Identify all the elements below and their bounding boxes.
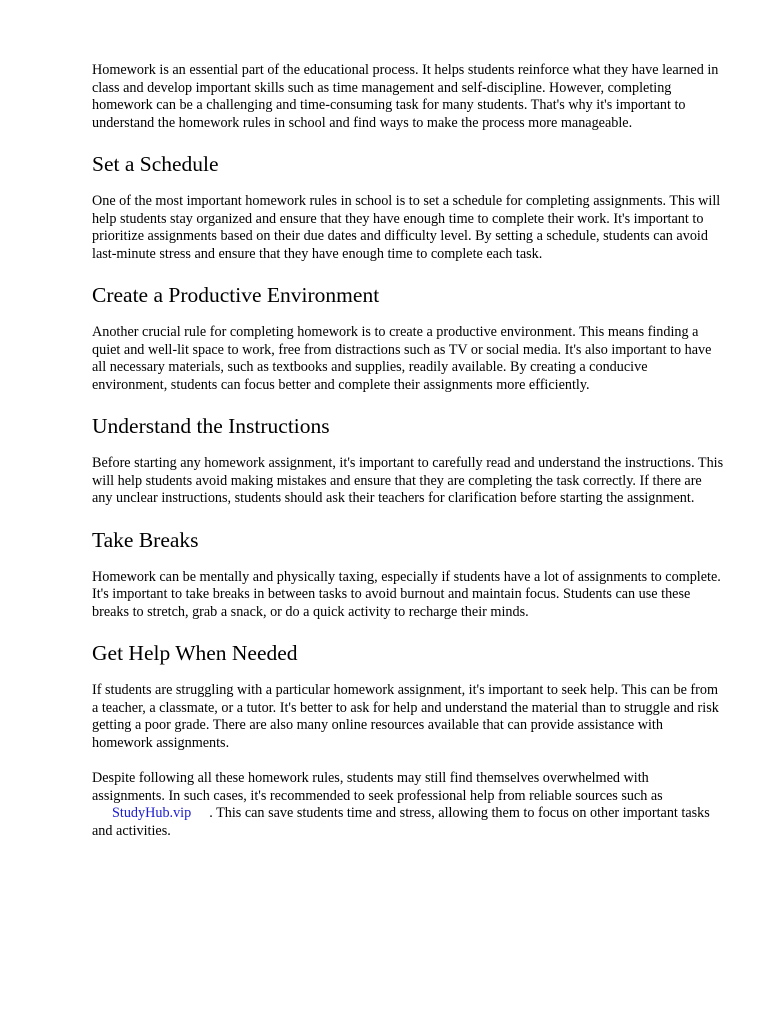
section-heading: Set a Schedule	[92, 152, 219, 176]
intro-paragraph: Homework is an essential part of the educational process. It helps students reinforce what they have learned in class and develop important skills such as time management and self-discipline. However, completing homework can be a challenging and time-consuming task for many students. That's why it's important to understand the homework rules in school and find ways to make the process more manageable.	[92, 62, 719, 131]
studyhub-link[interactable]: StudyHub.vip	[112, 805, 192, 821]
section-paragraph: One of the most important homework rules in school is to set a schedule for completing assignments. This will help students stay organized and ensure that they have enough time to complete their work. It's important to prioritize assignments based on their due dates and difficulty level. By setting a schedule, students can avoid last-minute stress and ensure that they have enough time to complete each task.	[92, 193, 721, 262]
section-paragraph: If students are struggling with a particular homework assignment, it's important to seek help. This can be from a teacher, a classmate, or a tutor. It's better to ask for help and understand the material than to struggle and risk getting a poor grade. There are also many online resources available that can provide assistance with homework assignments.	[92, 682, 719, 751]
closing-paragraph	[92, 770, 724, 840]
section-heading: Take Breaks	[92, 527, 199, 552]
closing-text-before-link: Despite following all these homework rules, students may still find themselves overwhelmed with assignments. In such cases, it's recommended to seek professional help from reliable sources such as	[92, 770, 663, 804]
closing-text-after-link: . This can save students time and stress, allowing them to focus on other important tasks and activities.	[92, 805, 710, 839]
section-understand-the-instructions	[92, 413, 724, 508]
section-paragraph: Before starting any homework assignment, it's important to carefully read and understand the instructions. This will help students avoid making mistakes and ensure that they are completing the task correctly. If there are any unclear instructions, students should ask their teachers for clarification before starting the assignment.	[92, 455, 724, 506]
document-page	[92, 62, 724, 840]
section-take-breaks	[92, 527, 724, 622]
section-heading: Create a Productive Environment	[92, 283, 380, 307]
section-paragraph: Another crucial rule for completing homework is to create a productive environment. This means finding a quiet and well-lit space to work, free from distractions such as TV or social media. It's also important to have all necessary materials, such as textbooks and supplies, readily available. By creating a conducive environment, students can focus better and complete their assignments more efficiently.	[92, 324, 712, 393]
section-heading: Get Help When Needed	[92, 641, 298, 665]
section-get-help-when-needed	[92, 640, 724, 752]
section-create-a-productive-environment	[92, 282, 724, 394]
section-paragraph: Homework can be mentally and physically taxing, especially if students have a lot of assignments to complete. It's important to take breaks in between tasks to avoid burnout and maintain focus. Students can use these breaks to stretch, grab a snack, or do a quick activity to recharge their minds.	[92, 568, 721, 620]
section-set-a-schedule	[92, 151, 724, 263]
section-heading: Understand the Instructions	[92, 414, 330, 438]
